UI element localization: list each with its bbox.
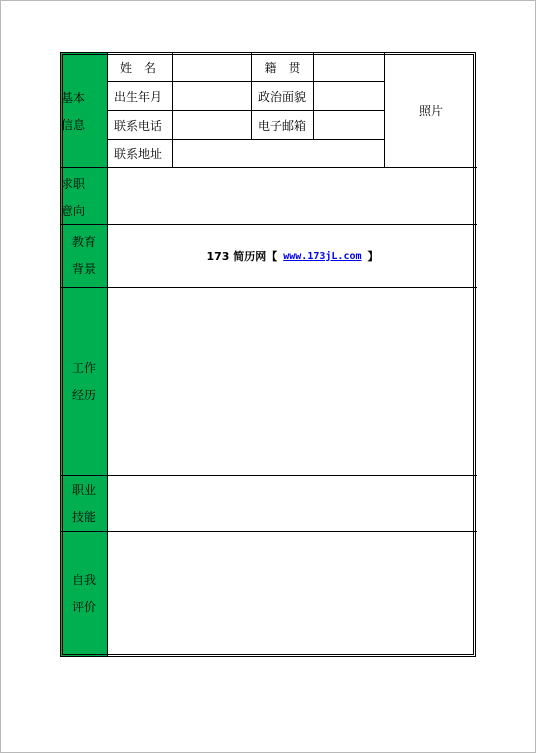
label-name — [108, 53, 173, 82]
section-self-evaluation-line1: 自我 — [71, 573, 96, 587]
label-address-text: 联系地址 — [114, 147, 163, 161]
label-email-text: 电子邮箱 — [258, 118, 307, 133]
job-intent-content[interactable] — [108, 168, 477, 225]
label-name-text: 姓名 — [120, 60, 169, 75]
label-birth-text: 出生年月 — [114, 89, 163, 104]
section-self-evaluation-line2: 评价 — [71, 600, 96, 614]
value-birth[interactable] — [173, 82, 252, 111]
label-phone — [108, 111, 173, 140]
skills-content[interactable] — [108, 476, 477, 532]
section-skills-line2: 技能 — [71, 509, 96, 524]
label-political — [252, 82, 314, 111]
education-content[interactable] — [108, 225, 477, 288]
value-origin[interactable] — [314, 53, 385, 82]
label-phone-text: 联系电话 — [114, 118, 163, 133]
photo-label: 照片 — [418, 103, 443, 118]
label-birth — [108, 82, 173, 111]
label-origin — [252, 53, 314, 82]
section-job-intent — [61, 168, 108, 225]
section-skills — [61, 476, 108, 532]
edu-note-prefix: 173 简历网【 — [206, 250, 278, 263]
value-phone[interactable] — [173, 111, 252, 140]
photo-cell[interactable] — [385, 53, 477, 168]
value-email[interactable] — [314, 111, 385, 140]
label-address — [108, 140, 173, 168]
section-work-experience — [61, 288, 108, 476]
section-job-intent-line2: 意向 — [61, 203, 86, 218]
section-basic-info-line1: 基本 — [61, 90, 86, 105]
resume-table — [60, 52, 476, 657]
section-work-experience-line2: 经历 — [71, 387, 96, 402]
value-address[interactable] — [173, 140, 385, 168]
section-skills-line1: 职业 — [71, 482, 96, 497]
value-political[interactable] — [314, 82, 385, 111]
self-evaluation-content[interactable] — [108, 532, 477, 656]
value-name[interactable] — [173, 53, 252, 82]
section-job-intent-line1: 求职 — [61, 176, 86, 191]
section-basic-info — [61, 53, 108, 168]
section-education-line2: 背景 — [71, 262, 96, 276]
section-self-evaluation — [61, 532, 108, 656]
label-political-text: 政治面貌 — [258, 89, 307, 104]
section-education-line1: 教育 — [71, 235, 96, 249]
edu-note-suffix: 】 — [367, 250, 379, 263]
label-email — [252, 111, 314, 140]
section-work-experience-line1: 工作 — [71, 360, 96, 375]
label-origin-text: 籍贯 — [264, 60, 313, 75]
work-experience-content[interactable] — [108, 288, 477, 476]
section-basic-info-line2: 信息 — [61, 117, 86, 132]
edu-note-link[interactable]: www.173jL.com — [283, 250, 362, 262]
section-education — [61, 225, 108, 288]
